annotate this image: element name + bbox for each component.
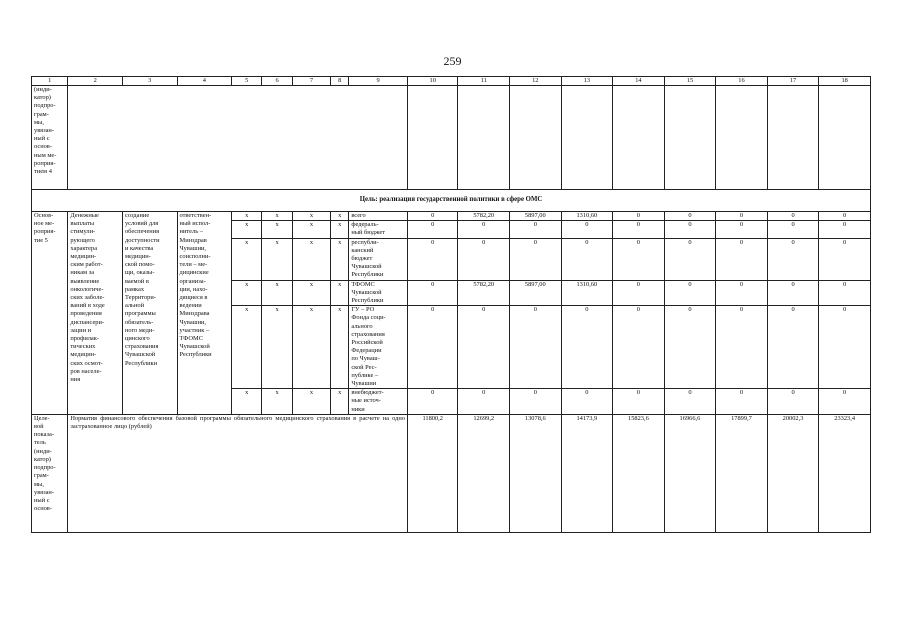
value-cell: 0	[613, 306, 665, 389]
value-cell: 0	[664, 212, 716, 221]
value-cell: 0	[458, 306, 510, 389]
value-cell: 0	[819, 389, 871, 415]
funding-source: федераль- ный бюджет	[349, 221, 408, 238]
header-cell: 8	[331, 77, 349, 86]
value-cell: 0	[561, 306, 613, 389]
value-cell: 5897,00	[510, 280, 562, 306]
x-cell: x	[262, 221, 292, 238]
value-cell: 0	[664, 389, 716, 415]
x-cell: x	[292, 280, 330, 306]
value-cell: 0	[561, 389, 613, 415]
indicator-label: Целе- вой показа- тель (инди- катор) подпро- грам- мы, увязан- ный с основ-	[32, 414, 68, 532]
indicator-value: 17899,7	[716, 414, 768, 532]
indicator-text: Норматив финансового обеспечения базовой программы обязательного медицинского страхования в расчете на одно застрахованное лицо (рублей)	[68, 414, 408, 532]
value-cell: 0	[407, 280, 458, 306]
page-number: 259	[443, 54, 462, 68]
value-cell: 0	[664, 221, 716, 238]
event-executor: ответствен- ный испол- нитель – Минздрав Чувашии, соисполни- тели – ме- дицинские организа- ции, нахо- дящиеся в ведении Минздрава Чувашии, участник – ТФОМС Чувашской Республики	[177, 212, 232, 415]
indicator-value: 11800,2	[407, 414, 458, 532]
value-cell: 1310,60	[561, 212, 613, 221]
value-cell: 0	[458, 221, 510, 238]
funding-source: ГУ – РО Фонда соци- ального страхования Российской Федерации по Чуваш- ской Рес- публике – Чувашии	[349, 306, 408, 389]
header-cell: 17	[767, 77, 819, 86]
value-cell: 0	[716, 389, 768, 415]
x-cell: x	[292, 306, 330, 389]
header-cell: 4	[177, 77, 232, 86]
event-number: Основ- ное ме- роприя- тие 5	[32, 212, 68, 415]
value-cell: 0	[664, 238, 716, 280]
value-cell: 0	[458, 389, 510, 415]
value-cell: 0	[716, 306, 768, 389]
value-cell: 0	[664, 280, 716, 306]
header-cell: 13	[561, 77, 613, 86]
program-table	[31, 76, 871, 533]
value-cell: 0	[767, 238, 819, 280]
value-cell: 0	[716, 221, 768, 238]
x-cell: x	[262, 306, 292, 389]
header-cell: 15	[664, 77, 716, 86]
event-row	[32, 212, 871, 221]
x-cell: x	[292, 389, 330, 415]
event-name: Денежные выплаты стимули- рующего характера медицин- ским работ- никам за выявление онкологиче- ских заболе- ваний в ходе проведения диспансери- зации и профилак- тических медицин- ских осмот- ров населе- ния	[68, 212, 123, 415]
header-cell: 12	[510, 77, 562, 86]
x-cell: x	[232, 212, 262, 221]
funding-source: внебюджет- ные источ- ники	[349, 389, 408, 415]
indicator-continuation-label: (инди- катор) подпро- грам- мы, увязан- ный с основ- ным ме- роприя- тием 4	[32, 86, 68, 190]
indicator-continuation-row	[32, 86, 871, 190]
value-cell: 0	[819, 221, 871, 238]
value-cell: 0	[819, 238, 871, 280]
x-cell: x	[331, 212, 349, 221]
indicator-value: 23323,4	[819, 414, 871, 532]
value-cell: 0	[767, 306, 819, 389]
indicator-value: 20002,3	[767, 414, 819, 532]
x-cell: x	[262, 389, 292, 415]
value-cell: 0	[613, 389, 665, 415]
value-cell: 0	[716, 238, 768, 280]
indicator-value: 14173,9	[561, 414, 613, 532]
x-cell: x	[262, 212, 292, 221]
value-cell: 0	[613, 280, 665, 306]
x-cell: x	[232, 389, 262, 415]
value-cell: 0	[767, 221, 819, 238]
header-cell: 10	[407, 77, 458, 86]
value-cell: 0	[613, 212, 665, 221]
value-cell: 0	[819, 212, 871, 221]
indicator-value: 13078,6	[510, 414, 562, 532]
header-cell: 2	[68, 77, 123, 86]
value-cell: 0	[510, 389, 562, 415]
value-cell: 5782,20	[458, 212, 510, 221]
value-cell: 0	[407, 221, 458, 238]
value-cell: 0	[613, 238, 665, 280]
value-cell: 0	[767, 212, 819, 221]
goal-text: Цель: реализация государственной политики в сфере ОМС	[32, 190, 871, 212]
x-cell: x	[331, 221, 349, 238]
value-cell: 0	[819, 306, 871, 389]
value-cell: 1310,60	[561, 280, 613, 306]
header-cell: 6	[262, 77, 292, 86]
header-cell: 7	[292, 77, 330, 86]
header-cell: 11	[458, 77, 510, 86]
event-goal: создание условий для обеспечения доступности и качества медицин- ской помо- щи, оказы- ваемой в рамках Территори- альной программы обязатель- ного меди- цинского страхования Чувашской Республики	[122, 212, 177, 415]
x-cell: x	[292, 212, 330, 221]
x-cell: x	[331, 280, 349, 306]
x-cell: x	[232, 221, 262, 238]
funding-source: республи- канский бюджет Чувашской Республики	[349, 238, 408, 280]
indicator-value: 15823,6	[613, 414, 665, 532]
header-cell: 5	[232, 77, 262, 86]
header-row	[32, 77, 871, 86]
value-cell: 0	[510, 221, 562, 238]
value-cell: 0	[407, 389, 458, 415]
x-cell: x	[232, 306, 262, 389]
value-cell: 0	[561, 221, 613, 238]
x-cell: x	[232, 238, 262, 280]
value-cell: 0	[510, 238, 562, 280]
value-cell: 0	[561, 238, 613, 280]
funding-source: ТФОМС Чувашской Республики	[349, 280, 408, 306]
value-cell: 5897,00	[510, 212, 562, 221]
x-cell: x	[232, 280, 262, 306]
value-cell: 0	[819, 280, 871, 306]
header-cell: 9	[349, 77, 408, 86]
indicator-row	[32, 414, 871, 532]
value-cell: 5782,20	[458, 280, 510, 306]
x-cell: x	[262, 280, 292, 306]
value-cell: 0	[664, 306, 716, 389]
header-cell: 16	[716, 77, 768, 86]
x-cell: x	[331, 389, 349, 415]
funding-source: всего	[349, 212, 408, 221]
value-cell: 0	[407, 212, 458, 221]
x-cell: x	[331, 238, 349, 280]
value-cell: 0	[407, 306, 458, 389]
value-cell: 0	[510, 306, 562, 389]
value-cell: 0	[767, 280, 819, 306]
goal-row	[32, 190, 871, 212]
x-cell: x	[292, 221, 330, 238]
indicator-value: 16966,6	[664, 414, 716, 532]
value-cell: 0	[716, 212, 768, 221]
header-cell: 14	[613, 77, 665, 86]
value-cell: 0	[716, 280, 768, 306]
header-cell: 3	[122, 77, 177, 86]
header-cell: 1	[32, 77, 68, 86]
header-cell: 18	[819, 77, 871, 86]
value-cell: 0	[613, 221, 665, 238]
value-cell: 0	[407, 238, 458, 280]
x-cell: x	[292, 238, 330, 280]
x-cell: x	[331, 306, 349, 389]
value-cell: 0	[458, 238, 510, 280]
indicator-value: 12699,2	[458, 414, 510, 532]
x-cell: x	[262, 238, 292, 280]
value-cell: 0	[767, 389, 819, 415]
